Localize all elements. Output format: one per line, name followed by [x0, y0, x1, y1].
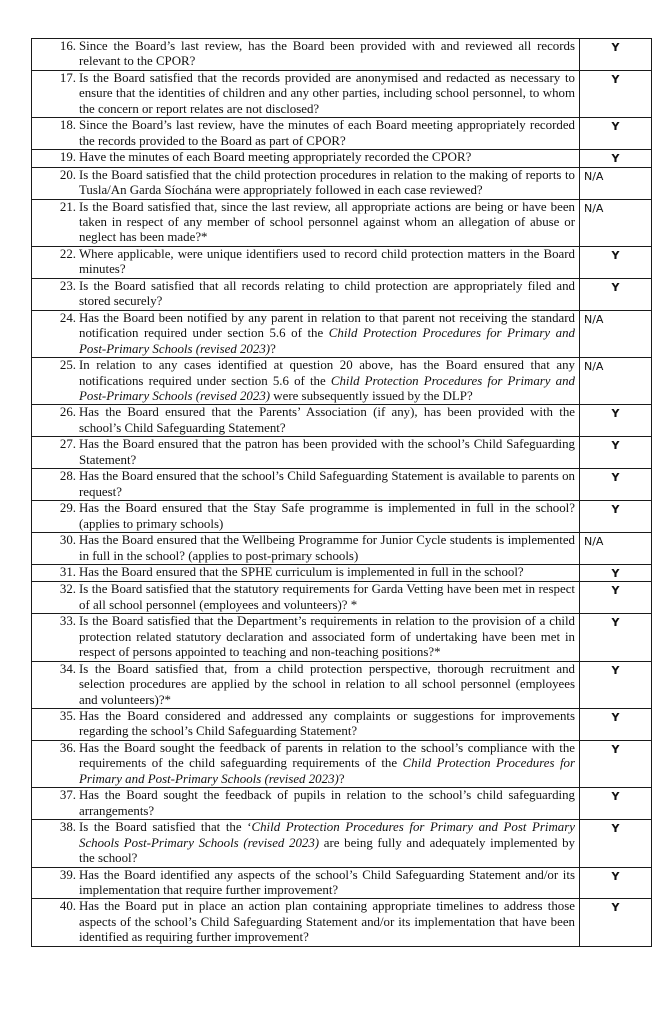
- answer-value: Y: [611, 41, 620, 54]
- answer-value: N/A: [584, 201, 604, 215]
- table-row: [32, 564, 652, 581]
- question-cell: [32, 246, 580, 278]
- answer-value: Y: [611, 407, 620, 421]
- answer-cell: [580, 614, 652, 661]
- question-text-segment: Have the minutes of each Board meeting appropriately recorded the CPOR?: [79, 150, 472, 165]
- table-row: [32, 70, 652, 117]
- table-row: [32, 405, 652, 437]
- table-row: [32, 118, 652, 150]
- answer-value: Y: [611, 248, 620, 262]
- question-item: [32, 788, 575, 819]
- answer-value: Y: [611, 869, 620, 883]
- answer-value: Y: [611, 616, 620, 630]
- question-text-segment: are being fully and adequately implemented by the school?: [79, 835, 575, 866]
- table-row: [32, 709, 652, 741]
- question-text: [79, 868, 575, 899]
- question-item: [32, 868, 575, 899]
- question-text: [79, 662, 575, 708]
- question-item: [32, 820, 575, 866]
- question-number: 26.: [59, 405, 76, 420]
- question-cell: [32, 70, 580, 117]
- question-text: [79, 741, 575, 787]
- question-number: 29.: [59, 501, 76, 516]
- question-text-segment: In relation to any cases identified at question 20 above, has the Board ensured that any notifications required under section 5.6 of the: [79, 358, 575, 388]
- checklist-table: [31, 38, 652, 947]
- question-text-segment: Has the Board ensured that the Stay Safe programme is implemented in full in the school? (applies to primary schools): [79, 501, 575, 531]
- question-cell: [32, 501, 580, 533]
- question-number: 24.: [59, 310, 76, 325]
- table-row: [32, 469, 652, 501]
- question-text: [79, 788, 575, 819]
- question-cell: [32, 582, 580, 614]
- question-text-segment: Is the Board satisfied that the Department’s requirements in relation to the provision of a child protection related statutory declaration and associated form of undertaking have been met in respect of persons appointed to teaching and non-teaching positions?*: [79, 614, 575, 660]
- table-row: [32, 501, 652, 533]
- table-row: [32, 358, 652, 405]
- answer-value: Y: [611, 72, 620, 86]
- answer-value: Y: [611, 503, 620, 517]
- question-item: [32, 662, 575, 708]
- question-number: 20.: [59, 167, 76, 182]
- question-text: [79, 565, 575, 580]
- question-text-segment: Is the Board satisfied that, since the last review, all appropriate actions are being or have been taken in respect of any member of school personnel against whom an allegation of abuse or neglect has been made?*: [79, 199, 575, 245]
- question-text-segment: Is the Board satisfied that, from a child protection perspective, thorough recruitment and selection procedures are applied by the school in relation to all school personnel (employees and volunteers)?*: [79, 661, 575, 707]
- table-row: [32, 899, 652, 946]
- question-number: 31.: [59, 564, 76, 579]
- answer-cell: [580, 118, 652, 150]
- question-cell: [32, 867, 580, 899]
- question-item: [32, 247, 575, 278]
- table-row: [32, 661, 652, 708]
- question-number: 17.: [59, 70, 76, 85]
- question-cell: [32, 150, 580, 167]
- question-item: [32, 565, 575, 580]
- question-item: [32, 358, 575, 404]
- answer-value: Y: [611, 439, 620, 453]
- question-cell: [32, 788, 580, 820]
- question-cell: [32, 709, 580, 741]
- question-text-segment: were subsequently issued by the DLP?: [270, 388, 473, 403]
- question-text: [79, 39, 575, 70]
- answer-cell: [580, 310, 652, 357]
- table-row: [32, 437, 652, 469]
- answer-cell: [580, 39, 652, 71]
- question-text: [79, 582, 575, 613]
- question-item: [32, 118, 575, 149]
- question-text-segment: Is the Board satisfied that the statutory requirements for Garda Vetting have been met in respect of all school personnel (employees and volunteers)? *: [79, 582, 575, 612]
- answer-cell: [580, 740, 652, 787]
- answer-cell: [580, 582, 652, 614]
- question-text: [79, 358, 575, 404]
- answer-cell: [580, 469, 652, 501]
- answer-value: Y: [611, 822, 620, 836]
- table-row: [32, 310, 652, 357]
- question-text: [79, 469, 575, 500]
- question-cell: [32, 469, 580, 501]
- question-text-segment: Is the Board satisfied that all records relating to child protection are appropriately filed and stored securely?: [79, 278, 575, 309]
- question-item: [32, 437, 575, 468]
- answer-cell: [580, 358, 652, 405]
- answer-value: Y: [611, 152, 620, 166]
- question-item: [32, 741, 575, 787]
- question-cell: [32, 740, 580, 787]
- table-row: [32, 167, 652, 199]
- question-item: [32, 405, 575, 436]
- answer-cell: [580, 820, 652, 867]
- question-cell: [32, 437, 580, 469]
- table-row: [32, 582, 652, 614]
- answer-value: Y: [611, 711, 620, 725]
- question-item: [32, 582, 575, 613]
- answer-value: Y: [611, 584, 620, 598]
- answer-value: Y: [611, 663, 620, 677]
- answer-value: Y: [611, 280, 620, 294]
- question-text: [79, 899, 575, 945]
- table-row: [32, 533, 652, 565]
- answer-cell: [580, 788, 652, 820]
- table-row: [32, 740, 652, 787]
- question-text: [79, 279, 575, 310]
- answer-cell: [580, 501, 652, 533]
- question-text-segment: Has the Board sought the feedback of pupils in relation to the school’s child safeguarding arrangements?: [79, 788, 575, 818]
- table-row: [32, 788, 652, 820]
- question-number: 16.: [59, 39, 76, 53]
- question-cell: [32, 899, 580, 946]
- question-number: 35.: [59, 709, 76, 724]
- table-row: [32, 614, 652, 661]
- question-text-segment: Is the Board satisfied that the child protection procedures in relation to the making of reports to Tusla/An Garda Síochána were appropriately followed in each case reviewed?: [79, 167, 575, 198]
- answer-cell: [580, 167, 652, 199]
- table-row: [32, 199, 652, 246]
- answer-cell: [580, 709, 652, 741]
- question-text: [79, 437, 575, 468]
- question-text: [79, 71, 575, 117]
- question-cell: [32, 358, 580, 405]
- question-item: [32, 311, 575, 357]
- answer-cell: [580, 246, 652, 278]
- question-text: [79, 200, 575, 246]
- question-text: [79, 118, 575, 149]
- question-text-segment: ?: [338, 771, 345, 786]
- question-text-segment: Has the Board ensured that the school’s Child Safeguarding Statement is available to parents on request?: [79, 469, 575, 499]
- question-text-segment: Has the Board considered and addressed any complaints or suggestions for improvements regarding the school’s Child Safeguarding Statement?: [79, 709, 575, 739]
- answer-cell: [580, 70, 652, 117]
- question-text: [79, 247, 575, 278]
- question-text-segment: Is the Board satisfied that the ‘: [79, 820, 252, 835]
- question-number: 39.: [59, 867, 76, 882]
- question-text: [79, 820, 575, 866]
- question-number: 27.: [59, 437, 76, 452]
- question-number: 34.: [59, 661, 76, 676]
- answer-value: Y: [611, 566, 620, 580]
- answer-cell: [580, 661, 652, 708]
- table-row: [32, 39, 652, 71]
- question-text-italic: Child Protection Procedures for Primary and Post Primary Schools Post-Primary Schools (revised 2023): [79, 820, 575, 850]
- question-text: [79, 501, 575, 532]
- answer-value: Y: [611, 790, 620, 804]
- answer-cell: [580, 533, 652, 565]
- question-text-segment: Has the Board ensured that the Parents’ Association (if any), has been provided with the school’s Child Safeguarding Statement?: [79, 405, 575, 435]
- question-text-segment: Has the Board been notified by any parent in relation to that parent not receiving the standard notification required under section 5.6 of the: [79, 310, 575, 341]
- question-text-segment: ?: [270, 341, 276, 356]
- question-text: [79, 311, 575, 357]
- question-number: 23.: [59, 278, 76, 293]
- question-number: 21.: [59, 199, 76, 214]
- answer-value: Y: [611, 120, 620, 134]
- question-text: [79, 150, 575, 165]
- question-text-segment: Has the Board sought the feedback of parents in relation to the school’s compliance with the requirements of the child safeguarding requirements of the: [79, 740, 575, 771]
- answer-cell: [580, 564, 652, 581]
- question-cell: [32, 278, 580, 310]
- question-number: 18.: [59, 118, 76, 133]
- question-number: 28.: [59, 469, 76, 484]
- question-text-segment: Has the Board ensured that the Wellbeing Programme for Junior Cycle students is implemented in full in the school? (applies to post-primary schools): [79, 533, 575, 563]
- question-number: 22.: [59, 246, 76, 261]
- answer-cell: [580, 199, 652, 246]
- question-item: [32, 709, 575, 740]
- question-item: [32, 533, 575, 564]
- question-cell: [32, 564, 580, 581]
- question-text-segment: Has the Board ensured that the patron has been provided with the school’s Child Safeguarding Statement?: [79, 437, 575, 467]
- question-number: 30.: [59, 533, 76, 548]
- question-text-italic: Child Protection Procedures for Primary and Post-Primary Schools (revised 2023): [79, 326, 575, 356]
- question-item: [32, 899, 575, 945]
- answer-value: N/A: [584, 312, 604, 326]
- question-cell: [32, 533, 580, 565]
- table-row: [32, 867, 652, 899]
- answer-value: Y: [611, 471, 620, 485]
- question-text-segment: Has the Board ensured that the SPHE curriculum is implemented in full in the school?: [79, 564, 524, 579]
- answer-value: N/A: [584, 535, 604, 549]
- table-row: [32, 150, 652, 167]
- question-cell: [32, 310, 580, 357]
- question-cell: [32, 405, 580, 437]
- question-item: [32, 614, 575, 660]
- answer-value: N/A: [584, 360, 604, 374]
- answer-cell: [580, 437, 652, 469]
- question-number: 38.: [59, 820, 76, 835]
- question-cell: [32, 199, 580, 246]
- question-number: 25.: [59, 358, 76, 373]
- question-item: [32, 168, 575, 199]
- question-text: [79, 168, 575, 199]
- table-row: [32, 278, 652, 310]
- question-text-segment: Since the Board’s last review, has the Board been provided with and reviewed all records relevant to the CPOR?: [79, 39, 575, 69]
- question-cell: [32, 614, 580, 661]
- question-item: [32, 71, 575, 117]
- question-text: [79, 709, 575, 740]
- table-row: [32, 820, 652, 867]
- question-item: [32, 279, 575, 310]
- question-text-italic: Child Protection Procedures for Primary and Post-Primary Schools (revised 2023): [79, 373, 575, 403]
- question-number: 19.: [59, 150, 76, 165]
- question-text: [79, 533, 575, 564]
- question-number: 32.: [59, 582, 76, 597]
- answer-cell: [580, 899, 652, 946]
- question-item: [32, 150, 575, 165]
- question-number: 37.: [59, 788, 76, 803]
- question-cell: [32, 661, 580, 708]
- question-text-italic: Child Protection Procedures for Primary and Post-Primary Schools (revised 2023): [79, 756, 576, 786]
- answer-value: Y: [611, 901, 620, 915]
- answer-cell: [580, 150, 652, 167]
- question-item: [32, 469, 575, 500]
- question-text-segment: Since the Board’s last review, have the minutes of each Board meeting appropriately recorded the records provided to the Board as part of CPOR?: [79, 118, 575, 148]
- answer-cell: [580, 405, 652, 437]
- question-text: [79, 405, 575, 436]
- question-item: [32, 39, 575, 70]
- question-text-segment: Where applicable, were unique identifiers used to record child protection matters in the Board minutes?: [79, 246, 575, 277]
- question-text-segment: Has the Board identified any aspects of the school’s Child Safeguarding Statement and/or its implementation that require further improvement?: [79, 867, 575, 898]
- question-cell: [32, 39, 580, 71]
- question-item: [32, 501, 575, 532]
- question-text: [79, 614, 575, 660]
- table-row: [32, 246, 652, 278]
- question-item: [32, 200, 575, 246]
- question-number: 36.: [59, 740, 76, 755]
- question-text-segment: Is the Board satisfied that the records provided are anonymised and redacted as necessary to ensure that the identities of children and any other parties, including school personnel, to whom the concern or report relates are not disclosed?: [79, 70, 575, 116]
- question-cell: [32, 167, 580, 199]
- question-number: 40.: [59, 899, 76, 914]
- question-number: 33.: [59, 614, 76, 629]
- answer-cell: [580, 867, 652, 899]
- answer-value: N/A: [584, 169, 604, 183]
- checklist-body: [32, 39, 652, 947]
- answer-value: Y: [611, 742, 620, 756]
- answer-cell: [580, 278, 652, 310]
- question-text-segment: Has the Board put in place an action plan containing appropriate timelines to address those aspects of the school’s Child Safeguarding Statement and/or its implementation that have been identified as requiring further improvement?: [79, 899, 575, 945]
- question-cell: [32, 820, 580, 867]
- question-cell: [32, 118, 580, 150]
